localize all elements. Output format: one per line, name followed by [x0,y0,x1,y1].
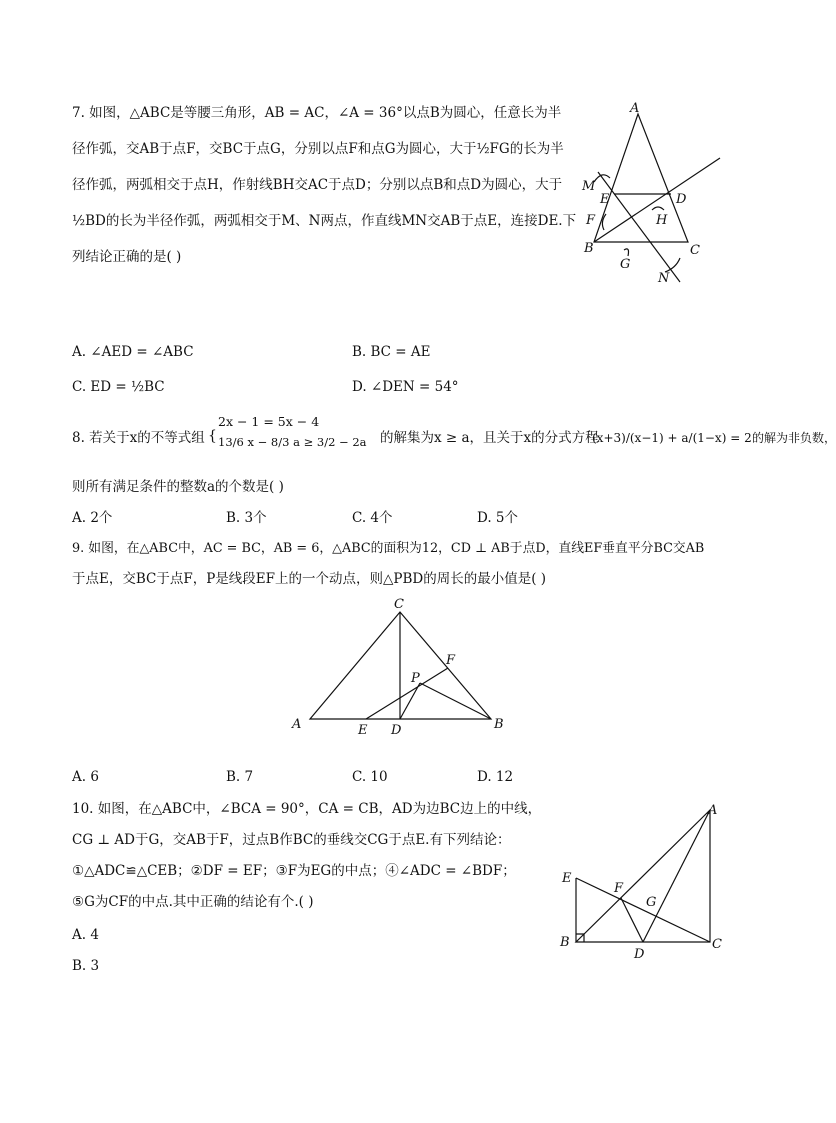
q8-system-line-1: 2x − 1 = 5x − 4 [218,414,320,429]
q10-label-g: G [646,895,657,910]
q7-option-b[interactable]: B. BC = AE [352,344,431,360]
q7-option-d[interactable]: D. ∠DEN = 54° [352,379,459,395]
q7-figure [580,100,725,290]
q10-triangle-abc [576,810,710,942]
q9-figure [288,596,518,746]
q7-line-5: 列结论正确的是( ) [72,249,182,265]
q7-option-a[interactable]: A. ∠AED = ∠ABC [72,344,194,360]
q8-option-c[interactable]: C. 4个 [352,510,393,526]
q7-label-m: M [582,179,596,194]
q8-option-a[interactable]: A. 2个 [72,510,113,526]
q7-line-3: 径作弧，两弧相交于点H，作射线BH交AC于点D；分别以点B和点D为圆心，大于 [72,177,563,193]
q10-label-f: F [614,881,624,896]
q9-label-e: E [358,723,368,738]
q9-option-b[interactable]: B. 7 [226,769,254,785]
q10-label-c: C [712,937,722,952]
q7-label-g: G [620,257,631,272]
q8-suffix: 的解为非负数， [752,431,836,445]
q7-label-f: F [586,213,596,228]
q9-line-2: 于点E，交BC于点F，P是线段EF上的一个动点，则△PBD的周长的最小值是( ) [72,571,547,587]
q9-option-a[interactable]: A. 6 [72,769,99,785]
q10-line-2: CG ⊥ AD于G，交AB于F，过点B作BC的垂线交CG于点E.有下列结论： [72,832,511,848]
q9-label-c: C [394,597,404,612]
q7-label-d: D [676,192,687,207]
q9-label-b: B [494,717,504,732]
q10-label-a: A [708,803,718,818]
q10-line-4: ⑤G为CF的中点.其中正确的结论有个.( ) [72,894,314,910]
q7-arc-m [594,175,610,182]
q7-line-1: 7. 如图，△ABC是等腰三角形，AB = AC，∠A = 36°以点B为圆心，任意长为半 [72,105,562,121]
q7-line-2: 径作弧，交AB于点F，交BC于点G，分别以点F和点G为圆心，大于½FG的长为半 [72,141,564,157]
q8-option-d[interactable]: D. 5个 [477,510,519,526]
q7-label-c: C [690,243,700,258]
q10-line-1: 10. 如图，在△ABC中，∠BCA = 90°，CA = CB，AD为边BC边上的中线， [72,801,542,817]
q10-label-d: D [634,947,645,962]
q9-segment-pd [400,683,420,719]
q10-label-b: B [560,935,570,950]
q9-option-c[interactable]: C. 10 [352,769,388,785]
q7-label-b: B [584,241,594,256]
q9-line-1: 9. 如图，在△ABC中，AC = BC，AB = 6，△ABC的面积为12，CD ⊥ AB于点D，直线EF垂直平分BC交AB [72,541,705,556]
q9-option-d[interactable]: D. 12 [477,769,514,785]
q8-system-line-2: 13/6 x − 8/3 a ≥ 3/2 − 2a [218,435,367,449]
q9-label-p: P [411,671,420,686]
q10-option-b[interactable]: B. 3 [72,958,100,974]
q7-ray-bh [594,158,720,242]
q8-equation: (x+3)/(x−1) + a/(1−x) = 2 [592,431,752,445]
q10-median-ad [643,810,710,942]
q7-label-e: E [600,192,610,207]
q8-brace: { [208,428,217,444]
q8-option-b[interactable]: B. 3个 [226,510,267,526]
q8-middle: 的解集为x ≥ a，且关于x的分式方程 [380,430,599,446]
q7-line-4: ½BD的长为半径作弧，两弧相交于M、N两点，作直线MN交AB于点E，连接DE.下 [72,213,577,229]
q7-label-n: N [658,271,670,286]
q10-line-3: ①△ADC≌△CEB；②DF = EF；③F为EG的中点；④∠ADC = ∠BDF； [72,863,516,879]
q9-line-ef [366,668,448,719]
q7-arc-g [624,249,629,256]
q8-line-2: 则所有满足条件的整数a的个数是( ) [72,479,284,495]
q8-prefix: 8. 若关于x的不等式组 [72,430,205,446]
q7-option-c[interactable]: C. ED = ½BC [72,379,165,395]
q7-triangle-abc [594,114,688,242]
q10-label-e: E [562,871,572,886]
q10-figure [558,800,728,965]
q9-label-f: F [446,653,456,668]
q7-label-h: H [656,213,668,228]
q9-label-d: D [391,723,402,738]
q7-label-a: A [630,101,640,116]
q9-label-a: A [292,717,302,732]
q10-segment-ec [576,878,710,942]
q7-arc-h [652,207,664,210]
q9-segment-pb [420,683,491,719]
q10-option-a[interactable]: A. 4 [72,927,99,943]
